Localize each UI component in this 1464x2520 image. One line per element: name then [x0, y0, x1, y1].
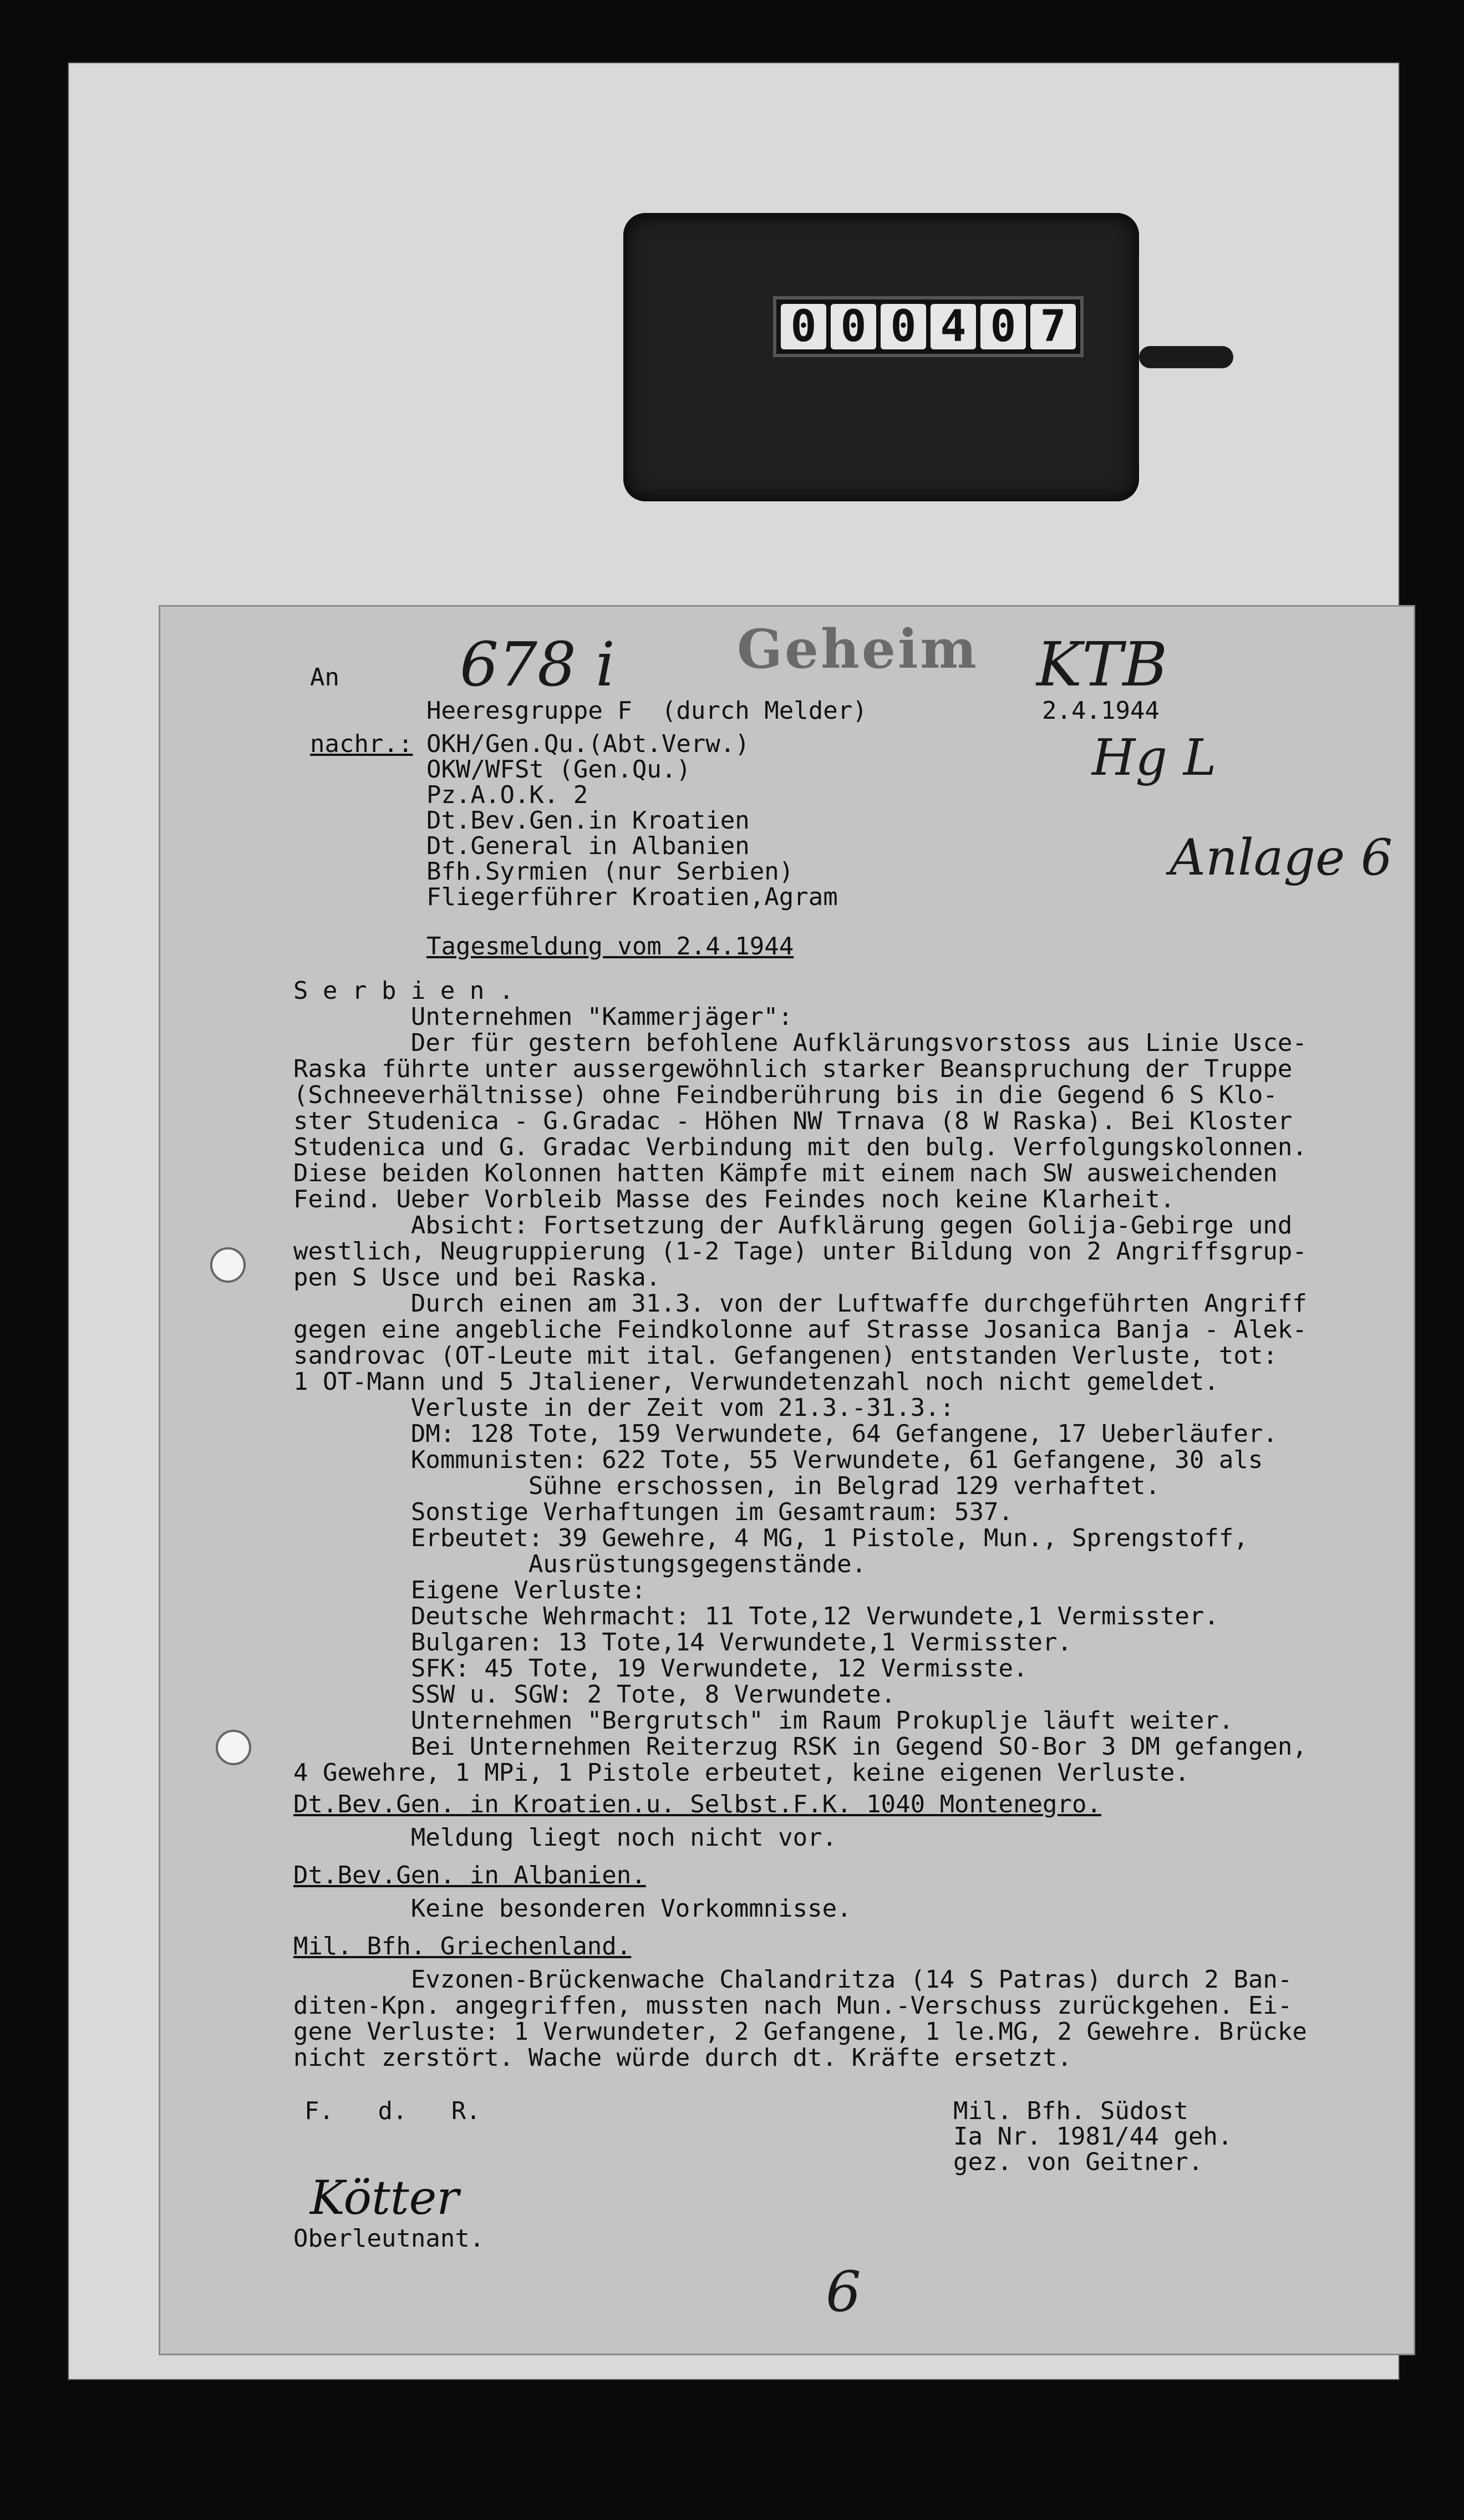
counter-digit: 0: [781, 304, 826, 349]
signature: Kötter: [310, 2171, 459, 2225]
photo-frame: [68, 62, 1400, 2380]
geheim-stamp: Geheim: [737, 618, 979, 680]
body-line: Durch einen am 31.3. von der Luftwaffe durchgeführten Angriff: [293, 1289, 1307, 1318]
addressee: Heeresgruppe F (durch Melder): [426, 697, 867, 725]
nachr-recipient: OKH/Gen.Qu.(Abt.Verw.): [426, 730, 750, 758]
body-line: Diese beiden Kolonnen hatten Kämpfe mit einem nach SW ausweichenden: [293, 1159, 1278, 1187]
footer-right-line: gez. von Geitner.: [953, 2148, 1203, 2176]
nachr-recipient: Pz.A.O.K. 2: [426, 781, 588, 809]
section-heading: Mil. Bfh. Griechenland.: [293, 1932, 632, 1960]
nachr-recipient: Bfh.Syrmien (nur Serbien): [426, 857, 794, 886]
counter-digit: 0: [980, 304, 1026, 349]
body-line: SSW u. SGW: 2 Tote, 8 Verwundete.: [293, 1680, 896, 1709]
body-line: pen S Usce und bei Raska.: [293, 1263, 661, 1292]
handwritten-number: 678 i: [460, 629, 616, 700]
counter-cable: [1139, 346, 1233, 368]
body-line: Absicht: Fortsetzung der Aufklärung gegen Golija-Gebirge und: [293, 1211, 1293, 1239]
section-heading-serbien: S e r b i e n .: [293, 977, 514, 1005]
body-line: Verluste in der Zeit vom 21.3.-31.3.:: [293, 1394, 955, 1422]
handwritten-anlage: Anlage 6: [1170, 829, 1393, 887]
nachr-label: nachr.:: [310, 730, 413, 758]
date: 2.4.1944: [1042, 697, 1160, 725]
body-line: sandrovac (OT-Leute mit ital. Gefangenen) entstanden Verluste, tot:: [293, 1342, 1278, 1370]
an-label: An: [310, 663, 339, 692]
punch-hole: [210, 1247, 246, 1283]
footer-right-line: Mil. Bfh. Südost: [953, 2097, 1188, 2125]
body-line: Eigene Verluste:: [293, 1576, 646, 1604]
nachr-recipient: Fliegerführer Kroatien,Agram: [426, 883, 838, 911]
body-line: Unternehmen "Kammerjäger":: [293, 1003, 793, 1031]
section-heading: Dt.Bev.Gen. in Kroatien.u. Selbst.F.K. 1040 Montenegro.: [293, 1790, 1101, 1818]
body-line: Feind. Ueber Vorbleib Masse des Feindes noch keine Klarheit.: [293, 1185, 1175, 1213]
section-text: Keine besonderen Vorkommnisse.: [293, 1894, 852, 1923]
rank: Oberleutnant.: [293, 2224, 485, 2253]
body-line: 4 Gewehre, 1 MPi, 1 Pistole erbeutet, keine eigenen Verluste.: [293, 1759, 1190, 1787]
punch-hole: [216, 1730, 251, 1765]
body-line: Kommunisten: 622 Tote, 55 Verwundete, 61 Gefangene, 30 als: [293, 1446, 1263, 1474]
nachr-recipient: Dt.General in Albanien: [426, 832, 750, 860]
body-line: gegen eine angebliche Feindkolonne auf Strasse Josanica Banja - Alek-: [293, 1315, 1307, 1344]
body-line: ster Studenica - G.Gradac - Höhen NW Trnava (8 W Raska). Bei Kloster: [293, 1107, 1293, 1135]
body-line: Ausrüstungsgegenstände.: [293, 1550, 867, 1578]
body-line: Bulgaren: 13 Tote,14 Verwundete,1 Vermisster.: [293, 1628, 1072, 1657]
counter-digit: 7: [1030, 304, 1076, 349]
body-line: Unternehmen "Bergrutsch" im Raum Prokuplje läuft weiter.: [293, 1706, 1234, 1735]
body-line: DM: 128 Tote, 159 Verwundete, 64 Gefangene, 17 Ueberläufer.: [293, 1420, 1278, 1448]
footer-right-line: Ia Nr. 1981/44 geh.: [953, 2122, 1233, 2151]
section-text: Meldung liegt noch nicht vor.: [293, 1823, 837, 1852]
section-text: Evzonen-Brückenwache Chalandritza (14 S Patras) durch 2 Ban-: [293, 1965, 1293, 1994]
counter-body: [623, 213, 1139, 501]
body-line: Sonstige Verhaftungen im Gesamtraum: 537.: [293, 1498, 1014, 1526]
section-text: diten-Kpn. angegriffen, mussten nach Mun.-Verschuss zurückgehen. Ei-: [293, 1991, 1293, 2020]
body-line: SFK: 45 Tote, 19 Verwundete, 12 Vermisste.: [293, 1654, 1028, 1683]
section-text: gene Verluste: 1 Verwundeter, 2 Gefangene, 1 le.MG, 2 Gewehre. Brücke: [293, 2018, 1307, 2046]
body-line: Erbeutet: 39 Gewehre, 4 MG, 1 Pistole, Mun., Sprengstoff,: [293, 1524, 1248, 1552]
body-line: Studenica und G. Gradac Verbindung mit den bulg. Verfolgungskolonnen.: [293, 1133, 1307, 1161]
counter-window: [773, 296, 1084, 357]
nachr-recipient: Dt.Bev.Gen.in Kroatien: [426, 806, 750, 835]
body-line: Der für gestern befohlene Aufklärungsvorstoss aus Linie Usce-: [293, 1029, 1307, 1057]
body-line: 1 OT-Mann und 5 Jtaliener, Verwundetenzahl noch nicht gemeldet.: [293, 1368, 1219, 1396]
handwritten-initials: Hg L: [1092, 729, 1217, 787]
document-page: [160, 607, 1414, 2354]
handwritten-page: 6: [826, 2259, 861, 2324]
counter-digit: 4: [931, 304, 976, 349]
body-line: Raska führte unter aussergewöhnlich starker Beanspruchung der Truppe: [293, 1055, 1293, 1083]
handwritten-ktb: KTB: [1036, 629, 1168, 700]
section-text: nicht zerstört. Wache würde durch dt. Kräfte ersetzt.: [293, 2044, 1072, 2072]
report-title: Tagesmeldung vom 2.4.1944: [426, 932, 794, 961]
counter-digit: 0: [831, 304, 876, 349]
fdr: F. d. R.: [304, 2097, 481, 2125]
frame-counter: [584, 207, 1233, 524]
section-heading: Dt.Bev.Gen. in Albanien.: [293, 1861, 646, 1889]
counter-digit: 0: [881, 304, 926, 349]
body-line: Bei Unternehmen Reiterzug RSK in Gegend SO-Bor 3 DM gefangen,: [293, 1732, 1307, 1761]
body-line: westlich, Neugruppierung (1-2 Tage) unter Bildung von 2 Angriffsgrup-: [293, 1237, 1307, 1266]
body-line: (Schneeverhältnisse) ohne Feindberührung bis in die Gegend 6 S Klo-: [293, 1081, 1278, 1109]
body-line: Sühne erschossen, in Belgrad 129 verhaftet.: [293, 1472, 1160, 1500]
body-line: Deutsche Wehrmacht: 11 Tote,12 Verwundete,1 Vermisster.: [293, 1602, 1219, 1630]
nachr-recipient: OKW/WFSt (Gen.Qu.): [426, 755, 691, 784]
